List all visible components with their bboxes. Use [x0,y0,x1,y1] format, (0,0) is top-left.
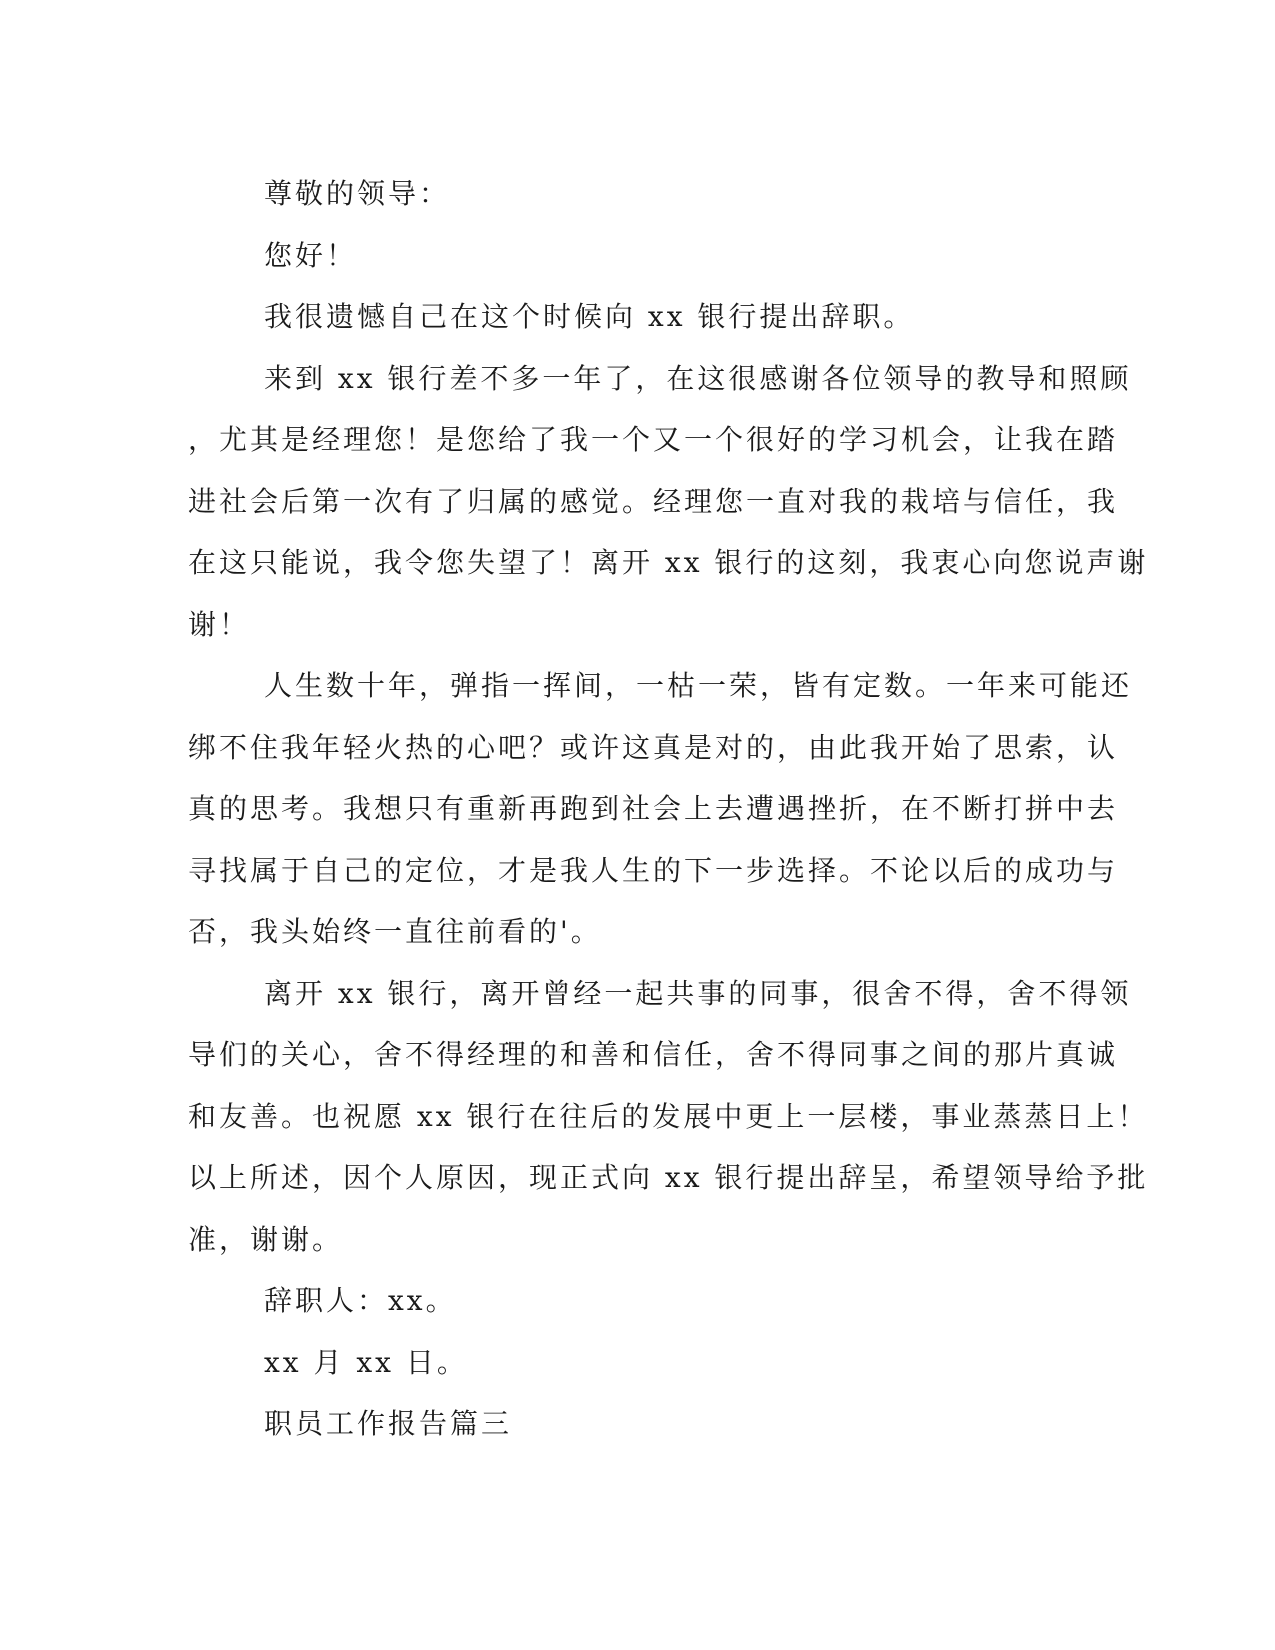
paragraph-3-line-4: 寻找属于自己的定位，才是我人生的下一步选择。不论以后的成功与 [188,853,1119,887]
paragraph-4-line-1: 离开 xx 银行，离开曾经一起共事的同事，很舍不得，舍不得领 [264,976,1132,1010]
paragraph-4-line-4: 以上所述，因个人原因，现正式向 xx 银行提出辞呈，希望领导给予批 [188,1161,1149,1194]
paragraph-4-line-5: 准，谢谢。 [188,1222,344,1256]
paragraph-2-line-3: 进社会后第一次有了归属的感觉。经理您一直对我的栽培与信任，我 [188,484,1119,518]
paragraph-1-line-1: 我很遗憾自己在这个时候向 xx 银行提出辞职。 [264,300,915,333]
paragraph-2-line-5: 谢！ [188,607,251,641]
paragraph-2-line-2: ，尤其是经理您！是您给了我一个又一个很好的学习机会，让我在踏 [188,423,1119,456]
letter-body [188,163,1149,1455]
paragraph-3-line-5: 否，我头始终一直往前看的'。 [188,915,602,948]
paragraph-2-line-1: 来到 xx 银行差不多一年了，在这很感谢各位领导的教导和照顾 [264,361,1132,395]
paragraph-2-line-4: 在这只能说，我令您失望了！离开 xx 银行的这刻，我衷心向您说声谢 [188,546,1149,579]
next-section-heading: 职员工作报告篇三 [264,1407,513,1440]
greeting: 您好！ [264,238,358,272]
signature: 辞职人：xx。 [264,1284,457,1317]
paragraph-4-line-3: 和友善。也祝愿 xx 银行在往后的发展中更上一层楼，事业蒸蒸日上！ [188,1099,1149,1133]
paragraph-3-line-1: 人生数十年，弹指一挥间，一枯一荣，皆有定数。一年来可能还 [264,669,1133,702]
salutation: 尊敬的领导： [264,177,451,210]
paragraph-3-line-2: 绑不住我年轻火热的心吧？或许这真是对的，由此我开始了思索，认 [188,730,1119,764]
paragraph-3-line-3: 真的思考。我想只有重新再跑到社会上去遭遇挫折，在不断打拼中去 [188,792,1119,825]
date: xx 月 xx 日。 [264,1345,468,1379]
paragraph-4-line-2: 导们的关心，舍不得经理的和善和信任，舍不得同事之间的那片真诚 [188,1038,1119,1071]
